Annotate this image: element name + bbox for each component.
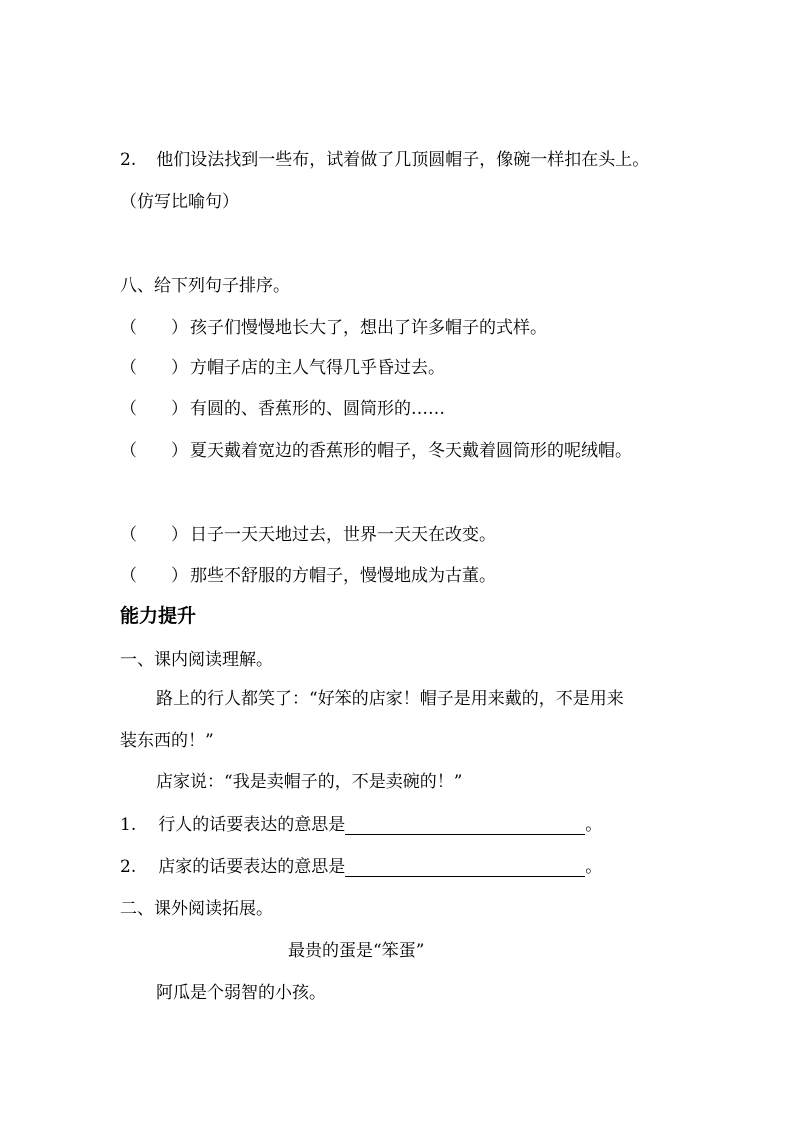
order-text: 那些不舒服的方帽子，慢慢地成为古董。 [190,566,496,586]
order-blank[interactable]: （ ） [120,358,188,378]
question-number: 1. [120,815,137,835]
question-period: 。 [585,857,603,877]
order-blank[interactable]: （ ） [120,525,188,545]
part-1-title: 一、课内阅读理解。 [120,650,273,670]
question-number: 2. [120,857,137,877]
part-2-title: 二、课外阅读拓展。 [120,899,273,919]
question-number: 2. [120,150,137,170]
section-8-title: 八、给下列句子排序。 [120,276,290,296]
order-blank[interactable]: （ ） [120,441,188,461]
question-period: 。 [585,815,603,835]
order-item [120,318,547,338]
order-item [120,399,445,419]
question-text: 他们设法找到一些布，试着做了几顶圆帽子，像碗一样扣在头上。 [156,150,650,170]
order-item [120,358,445,378]
order-text: 孩子们慢慢地长大了，想出了许多帽子的式样。 [190,318,547,338]
order-item [120,525,496,545]
story-title: 最贵的蛋是“笨蛋” [288,941,425,961]
story-first-line: 阿瓜是个弱智的小孩。 [156,983,326,1003]
question-text: 行人的话要表达的意思是 [158,815,346,835]
comprehension-question-2 [120,857,602,877]
answer-blank[interactable] [345,816,585,835]
order-blank[interactable]: （ ） [120,318,188,338]
order-item [120,566,496,586]
passage-line: 店家说：“我是卖帽子的，不是卖碗的！” [156,772,463,792]
ability-heading: 能力提升 [120,605,197,627]
passage-line: 装东西的！” [120,731,214,751]
order-item [120,441,632,461]
order-text: 夏天戴着宽边的香蕉形的帽子，冬天戴着圆筒形的呢绒帽。 [190,441,632,461]
order-text: 方帽子店的主人气得几乎昏过去。 [190,358,445,378]
question-hint: （仿写比喻句） [120,192,239,212]
order-text: 有圆的、香蕉形的、圆筒形的…… [190,399,445,419]
order-blank[interactable]: （ ） [120,399,188,419]
order-text: 日子一天天地过去，世界一天天在改变。 [190,525,496,545]
comprehension-question-1 [120,815,602,835]
question-text: 店家的话要表达的意思是 [158,857,346,877]
answer-blank[interactable] [345,858,585,877]
passage-line: 路上的行人都笑了：“好笨的店家！帽子是用来戴的，不是用来 [156,689,624,709]
order-blank[interactable]: （ ） [120,566,188,586]
question-2 [120,150,649,170]
